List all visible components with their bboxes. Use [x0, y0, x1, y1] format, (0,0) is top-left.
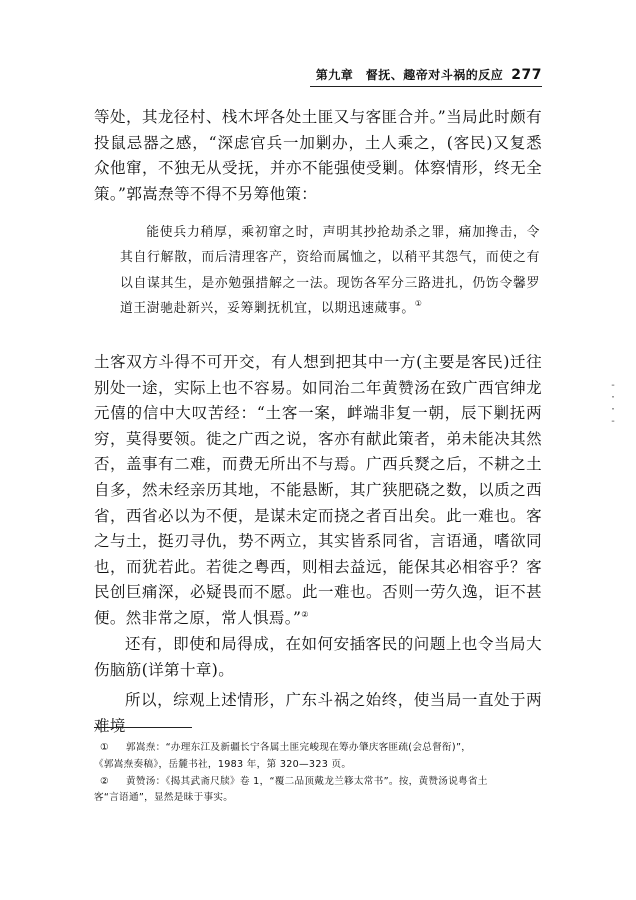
margin-scan-marks: - · · -: [610, 380, 617, 427]
footnote-1: [94, 740, 542, 774]
paragraph-3-text: 还有，即使和局得成，在如何安插客民的问题上也令当局大伤脑筋(详第十章)。: [94, 635, 542, 679]
footnotes: [94, 740, 542, 807]
paragraph-2: [94, 350, 542, 632]
footnote-1-line-2: 《郭嵩焘奏稿》，岳麓书社，1983 年，第 320—323 页。: [94, 758, 352, 770]
paragraph-4-text: 所以，综观上述情形，广东斗祸之始终，使当局一直处于两难境: [94, 691, 542, 735]
footnote-2-mark: ②: [100, 775, 109, 787]
footnote-rule: [94, 727, 192, 728]
footnote-2-line-2: 客“言语通”，显然是昧于事实。: [94, 792, 234, 804]
paragraph-4: [94, 688, 542, 739]
paragraph-1: [94, 105, 542, 207]
running-header: [316, 66, 542, 83]
paragraph-2-text: 土客双方斗得不可开交，有人想到把其中一方(主要是客民)迁往别处一途，实际上也不容易。如同治二年黄赞汤在致广西官绅龙元僖的信中大叹苦经：“土客一案，衅端非复一朝，辰下剿抚两穷，莫得要领。徙之广西之说，客亦有献此策者，弟未能决其然否，盖事有二难，而费无所出不与焉。广西兵燹之后，不耕之土自多，然未经亲历其地，不能悬断，其广狭肥硗之数，以质之西省，西省必以为不便，是谋未定而挠之者百出矣。此一难也。客之与土，挺刃寻仇，势不两立，其实皆系同省，言语通，嗜欲同也，而犹若此。若徙之粤西，则相去益远，能保其必相容乎？客民创巨痛深，必疑畏而不愿。此一难也。否则一劳久逸，讵不甚便。然非常之原，常人惧焉。”: [94, 353, 542, 627]
header-rule: [310, 86, 542, 87]
footnote-2-line-1: 黄赞汤：《揭其武斋尺牍》卷 1，“覆二品顶戴龙兰簃太常书”。按，黄赞汤说粤省土: [126, 775, 488, 787]
paragraph-1-text: 等处，其龙径村、栈木坪各处土匪又与客匪合并。”当局此时颇有投鼠忌器之感，“深虑官兵一加剿办，土人乘之，(客民)又复悉众他窜，不独无从受抚，并亦不能强使受剿。体察情形，终无全策。”郭嵩焘等不得不另筹他策：: [94, 108, 542, 203]
paragraph-3: [94, 632, 542, 683]
footnote-ref-1[interactable]: ①: [414, 299, 423, 309]
footnote-1-mark: ①: [100, 742, 109, 753]
block-quote-text: 能使兵力稍厚，乘初窜之时，声明其抄抢劫杀之罪，痛加搀击，令其自行解散，而后清理客产，资给而属恤之，以稍平其怨气，而使之有以自谋其生，是亦勉强措解之一法。现饬各军分三路进扎，仍饬令馨罗道王澍驰赴新兴，妥筹剿抚机宜，以期迅速蒇事。: [120, 225, 540, 317]
footnote-1-line-1: 郭嵩焘：“办理东江及新疆长宁各属土匪完峻现在筹办肇庆客匪疏(会总督衔)”，: [126, 742, 472, 753]
page-number: 277: [511, 67, 542, 83]
footnote-2: [94, 774, 542, 808]
block-quote: [120, 220, 540, 322]
chapter-title: 第九章 督抚、趣帝对斗祸的反应: [315, 68, 504, 82]
footnote-ref-2[interactable]: ②: [301, 609, 309, 619]
